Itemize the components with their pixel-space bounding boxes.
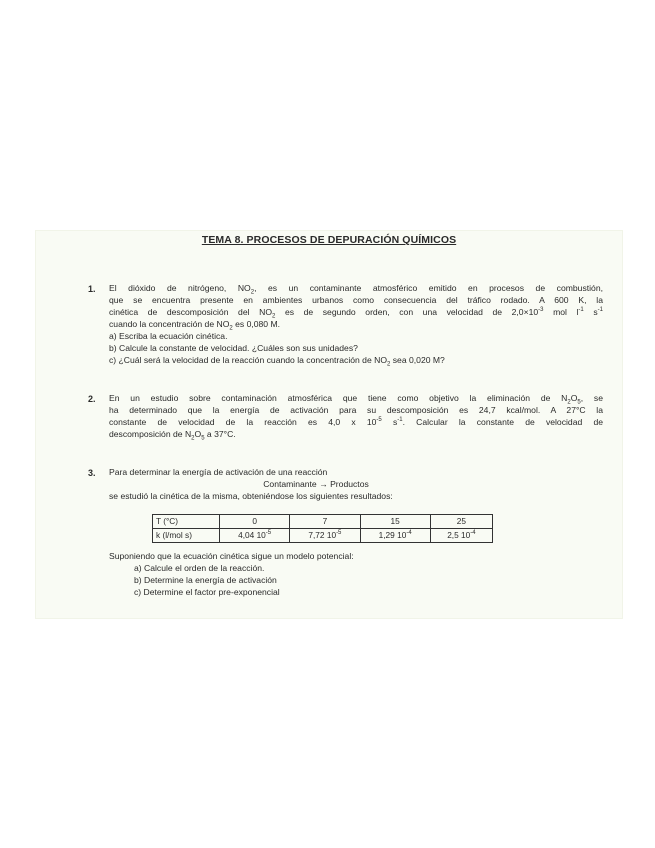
problem-3-line-1: Para determinar la energía de activación de una reacción bbox=[109, 467, 328, 477]
table-cell: 2,5 $10^{-4}$ bbox=[430, 529, 492, 543]
problem-2-line-3: constante de velocidad de la reacción es 4,0 x $10^{-5}$ $s^{-1}$. Calcular la constante de velocidad de bbox=[109, 417, 603, 427]
problem-1-item-a: a) Escriba la ecuación cinética. bbox=[109, 331, 228, 341]
table-cell-label: k (l/mol s) bbox=[153, 529, 220, 543]
problem-2-line-1: En un estudio sobre contaminación atmosférica que tiene como objetivo la eliminación de $N_2O_5$, se bbox=[109, 393, 603, 406]
problem-1-line-2: que se encuentra presente en ambientes urbanos como consecuencia del tráfico rodado. A 600 K, la bbox=[109, 295, 603, 305]
table-cell: 4,04 $10^{-5}$ bbox=[220, 529, 290, 543]
problem-1-item-c: c) ¿Cuál será la velocidad de la reacción cuando la concentración de $NO_2$ sea 0,020 M? bbox=[109, 355, 445, 368]
problem-2-line-4: descomposición de $N_2O_5$ a 37°C. bbox=[109, 429, 236, 442]
table-cell: 15 bbox=[360, 515, 430, 529]
problem-3-item-c: c) Determine el factor pre-exponencial bbox=[134, 587, 280, 597]
problem-1-line-4: cuando la concentración de $NO_2$ es 0,080 M. bbox=[109, 319, 281, 332]
reaction-equation: Contaminante → Productos bbox=[263, 479, 369, 489]
table-row-rate-constant bbox=[153, 529, 493, 543]
problem-3-intro: Suponiendo que la ecuación cinética sigue un modelo potencial: bbox=[109, 551, 354, 561]
problem-3-item-a: a) Calcule el orden de la reacción. bbox=[134, 563, 265, 573]
problem-3-line-2: se estudió la cinética de la misma, obteniéndose los siguientes resultados: bbox=[109, 491, 393, 501]
table-cell: 7 bbox=[290, 515, 360, 529]
table-cell: 1,29 $10^{-4}$ bbox=[360, 529, 430, 543]
problem-3-number: 3. bbox=[88, 468, 96, 478]
table-cell: 0 bbox=[220, 515, 290, 529]
problem-3-item-b: b) Determine la energía de activación bbox=[134, 575, 277, 585]
problem-1-item-b: b) Calcule la constante de velocidad. ¿Cuáles son sus unidades? bbox=[109, 343, 358, 353]
table-row-temperature bbox=[153, 515, 493, 529]
problem-1-number: 1. bbox=[88, 284, 96, 294]
table-cell: 25 bbox=[430, 515, 492, 529]
table-cell: 7,72 $10^{-5}$ bbox=[290, 529, 360, 543]
document-title: TEMA 8. PROCESOS DE DEPURACIÓN QUÍMICOS bbox=[201, 234, 457, 246]
kinetics-data-table bbox=[152, 514, 493, 543]
problem-2-line-2: ha determinado que la energía de activación para su descomposición es 24,7 kcal/mol. A 27°C la bbox=[109, 405, 603, 415]
problem-2-number: 2. bbox=[88, 394, 96, 404]
table-cell-label: T (°C) bbox=[153, 515, 220, 529]
document-page bbox=[36, 231, 622, 618]
problem-1-line-3: cinética de descomposición del $NO_2$ es de segundo orden, con una velocidad de $2,0\times 10^{-3}$ mol $l^{-1}$ $s^{-1}$ bbox=[109, 307, 603, 320]
problem-1-line-1: El dióxido de nitrógeno, $NO_2$, es un contaminante atmosférico emitido en procesos de combustión, bbox=[109, 283, 603, 296]
